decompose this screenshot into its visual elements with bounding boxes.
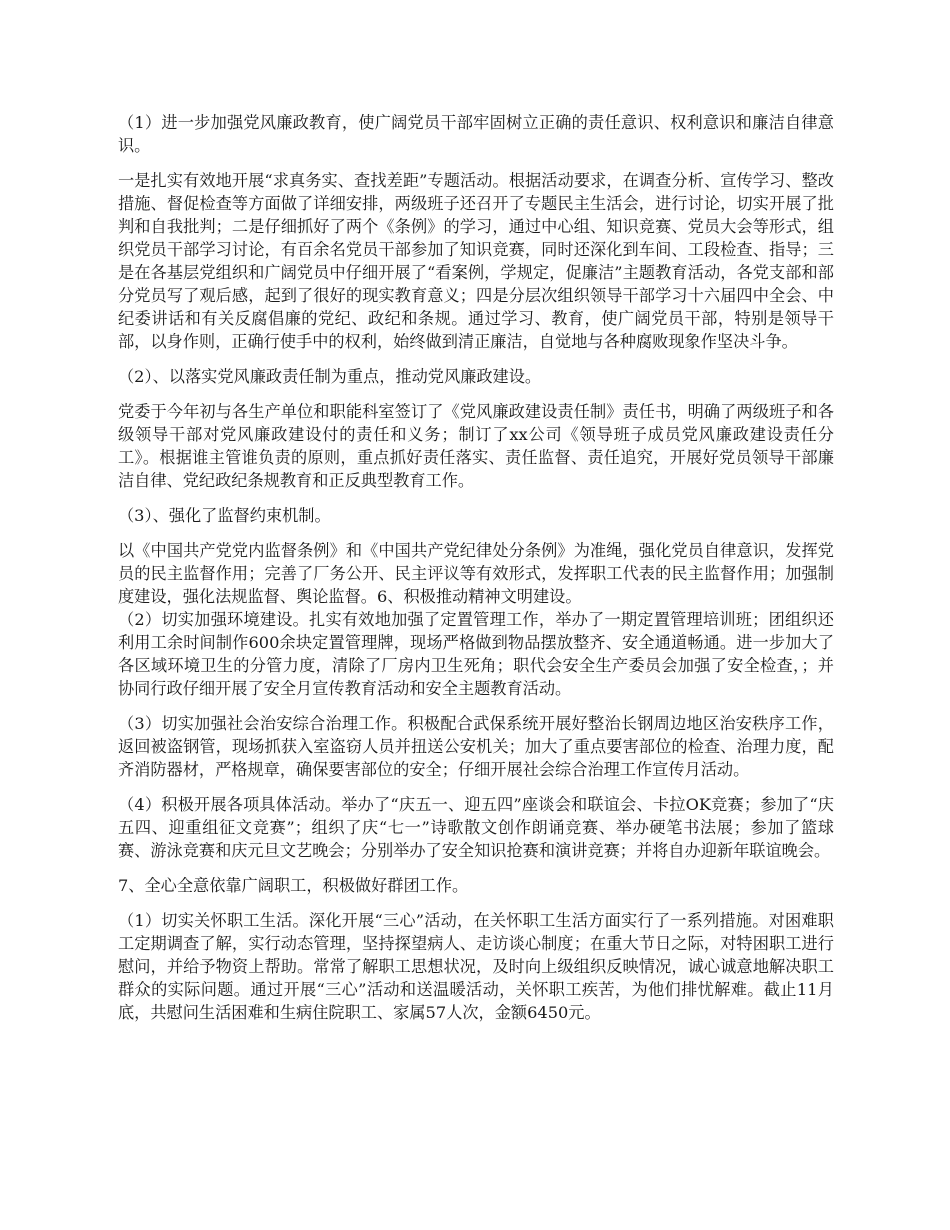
paragraph-body-2: 党委于今年初与各生产单位和职能科室签订了《党风廉政建设责任制》责任书，明确了两级班子和各级领导干部对党风廉政建设付的责任和义务；制订了xx公司《领导班子成员党风廉政建设责任分工》。根据谁主管谁负责的原则，重点抓好责任落实、责任监督、责任追究，开展好党员领导干部廉洁自律、党纪政纪条规教育和正反典型教育工作。 <box>118 402 834 490</box>
paragraph-heading-3: （3）、强化了监督约束机制。 <box>118 506 331 525</box>
paragraph-security: （3）切实加强社会治安综合治理工作。积极配合武保系统开展好整治长钢周边地区治安秩序工作，返回被盗钢管，现场抓获入室盗窃人员并扭送公安机关；加大了重点要害部位的检查、治理力度，配齐消防器材，严格规章，确保要害部位的安全；仔细开展社会综合治理工作宣传月活动。 <box>118 714 834 779</box>
paragraph-welfare: （1）切实关怀职工生活。深化开展“三心”活动，在关怀职工生活方面实行了一系列措施。对困难职工定期调查了解，实行动态管理，坚持探望病人、走访谈心制度；在重大节日之际，对特困职工进行慰问，并给予物资上帮助。常常了解职工思想状况，及时向上级组织反映情况，诚心诚意地解决职工群众的实际问题。通过开展“三心”活动和送温暖活动，关怀职工疾苦，为他们排忧解难。截止11月底，共慰问生活困难和生病住院职工、家属57人次，金额6450元。 <box>118 911 834 1022</box>
document-body <box>118 111 834 1036</box>
paragraph-activities: （4）积极开展各项具体活动。举办了“庆五一、迎五四”座谈会和联谊会、卡拉OK竞赛；参加了“庆五四、迎重组征文竞赛”；组织了庆“七一”诗歌散文创作朗诵竞赛、举办硬笔书法展；参加了篮球赛、游泳竞赛和庆元旦文艺晚会；分别举办了安全知识抢赛和演讲竞赛；并将自办迎新年联谊晚会。 <box>118 795 834 860</box>
paragraph-body-1: 一是扎实有效地开展“求真务实、查找差距”专题活动。根据活动要求，在调查分析、宣传学习、整改措施、督促检查等方面做了详细安排，两级班子还召开了专题民主生活会，进行讨论，切实开展了批判和自我批判；二是仔细抓好了两个《条例》的学习，通过中心组、知识竞赛、党员大会等形式，组织党员干部学习讨论，有百余名党员干部参加了知识竞赛，同时还深化到车间、工段检查、指导；三是在各基层党组织和广阔党员中仔细开展了“看案例，学规定，促廉洁”主题教育活动，各党支部和部分党员写了观后感，起到了很好的现实教育意义；四是分层次组织领导干部学习十六届四中全会、中纪委讲话和有关反腐倡廉的党纪、政纪和条规。通过学习、教育，使广阔党员干部，特别是领导干部，以身作则，正确行使手中的权利，始终做到清正廉洁，自觉地与各种腐败现象作坚决斗争。 <box>118 171 834 351</box>
paragraph-environment: （2）切实加强环境建设。扎实有效地加强了定置管理工作，举办了一期定置管理培训班；团组织还利用工余时间制作600余块定置管理牌，现场严格做到物品摆放整齐、安全通道畅通。进一步加大了各区域环境卫生的分管力度，清除了厂房内卫生死角；职代会安全生产委员会加强了安全检查，；并协同行政仔细开展了安全月宣传教育活动和安全主题教育活动。 <box>118 610 834 698</box>
paragraph-heading-1: （1）进一步加强党风廉政教育，使广阔党员干部牢固树立正确的责任意识、权利意识和廉洁自律意识。 <box>118 113 834 155</box>
paragraph-body-3: 以《中国共产党党内监督条例》和《中国共产党纪律处分条例》为准绳，强化党员自律意识，发挥党员的民主监督作用；完善了厂务公开、民主评议等有效形式，发挥职工代表的民主监督作用；加强制度建设，强化法规监督、舆论监督。6、积极推动精神文明建设。 <box>118 541 834 606</box>
paragraph-section-7: 7、全心全意依靠广阔职工，积极做好群团工作。 <box>118 876 469 895</box>
paragraph-heading-2: （2）、以落实党风廉政责任制为重点，推动党风廉政建设。 <box>118 367 542 386</box>
